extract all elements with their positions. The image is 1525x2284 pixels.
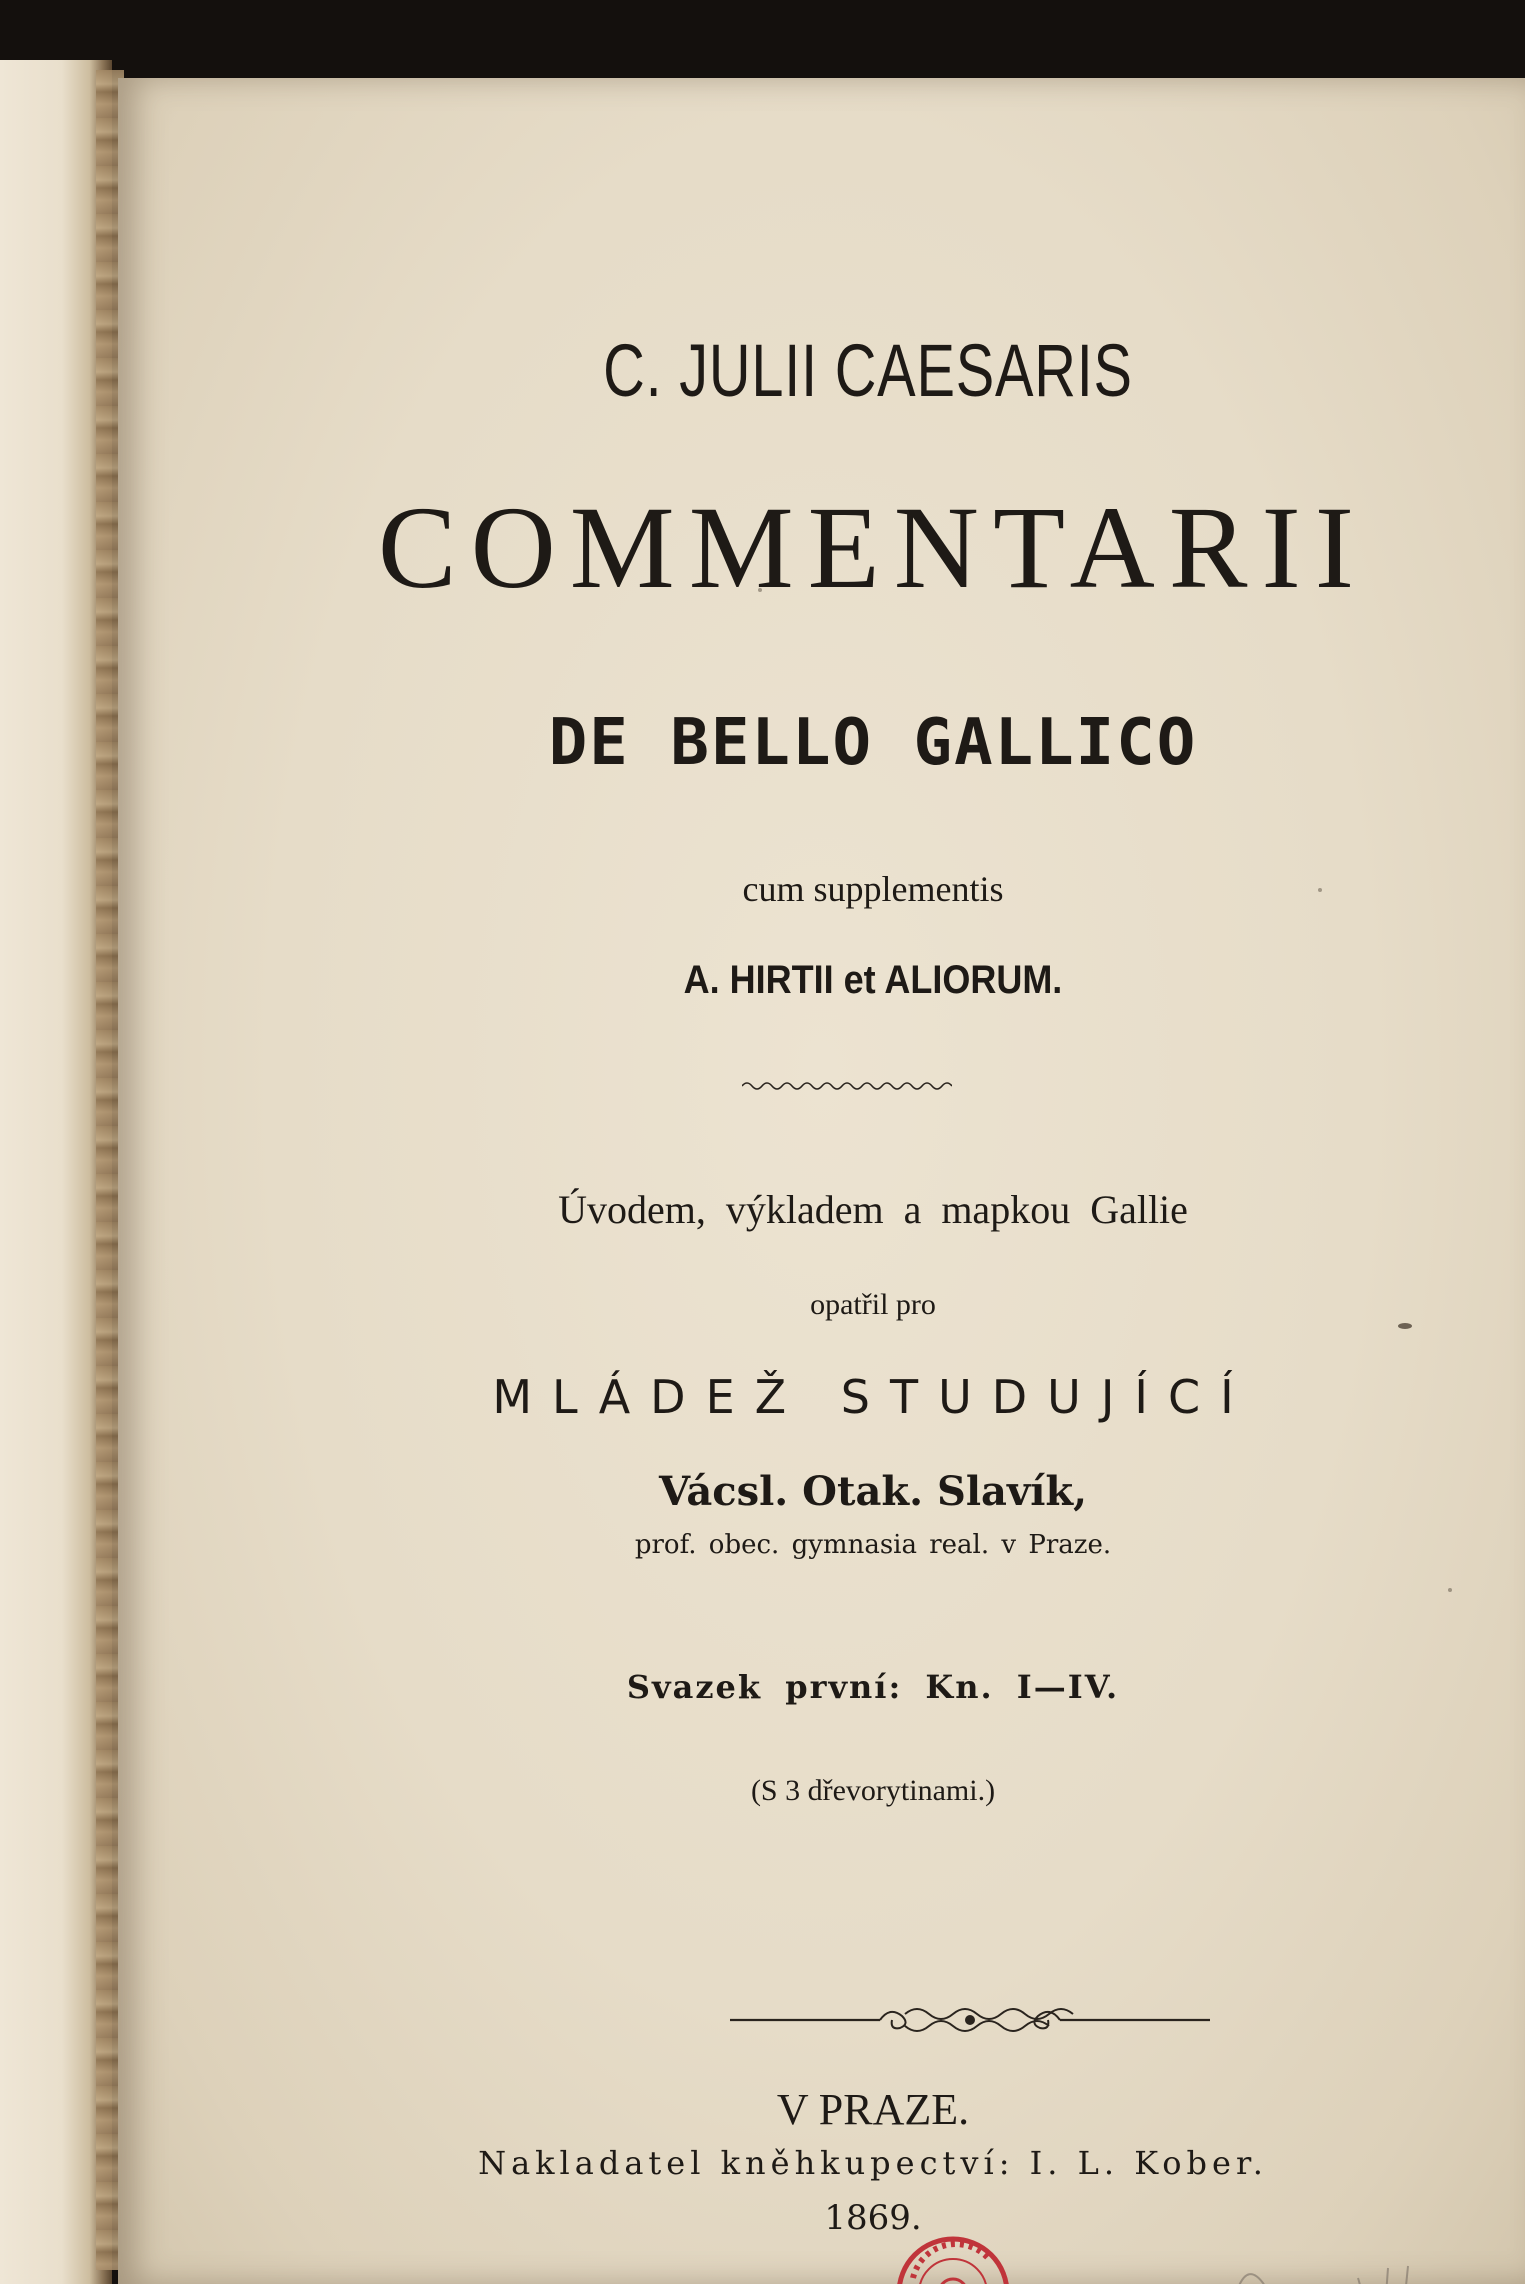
book-title: COMMENTARII xyxy=(377,482,1369,613)
intro-line: Úvodem, výkladem a mapkou Gallie xyxy=(558,1187,1188,1232)
book-subtitle: DE BELLO GALLICO xyxy=(548,706,1198,780)
editor-name: Vácsl. Otak. Slavík, xyxy=(658,1468,1088,1515)
publisher-line: Nakladatel kněhkupectví: I. L. Kober. xyxy=(478,2144,1268,2182)
volume-line: Svazek první: Kn. I—IV. xyxy=(626,1668,1120,1706)
publication-year: 1869. xyxy=(824,2198,922,2238)
author-heading: C. JULII CAESARIS xyxy=(603,329,1133,412)
library-stamp xyxy=(888,2228,1018,2284)
supplement-line: cum supplementis xyxy=(742,869,1004,909)
co-authors-line: A. HIRTII et ALIORUM. xyxy=(683,958,1063,1002)
provided-for-line: opatřil pro xyxy=(810,1288,936,1321)
illustrations-note: (S 3 dřevorytinami.) xyxy=(750,1774,996,1807)
audience-line: MLÁDEŽ STUDUJÍCÍ xyxy=(492,1370,1254,1424)
editor-affiliation: prof. obec. gymnasia real. v Praze. xyxy=(634,1530,1112,1560)
publication-place: V PRAZE. xyxy=(776,2085,970,2134)
ornamental-divider xyxy=(730,2000,1210,2040)
paper-speck xyxy=(1398,1323,1412,1329)
wavy-divider xyxy=(742,1078,952,1094)
title-page xyxy=(118,78,1525,2284)
pencil-annotation xyxy=(1218,2248,1478,2284)
paper-speck xyxy=(1448,1588,1452,1592)
